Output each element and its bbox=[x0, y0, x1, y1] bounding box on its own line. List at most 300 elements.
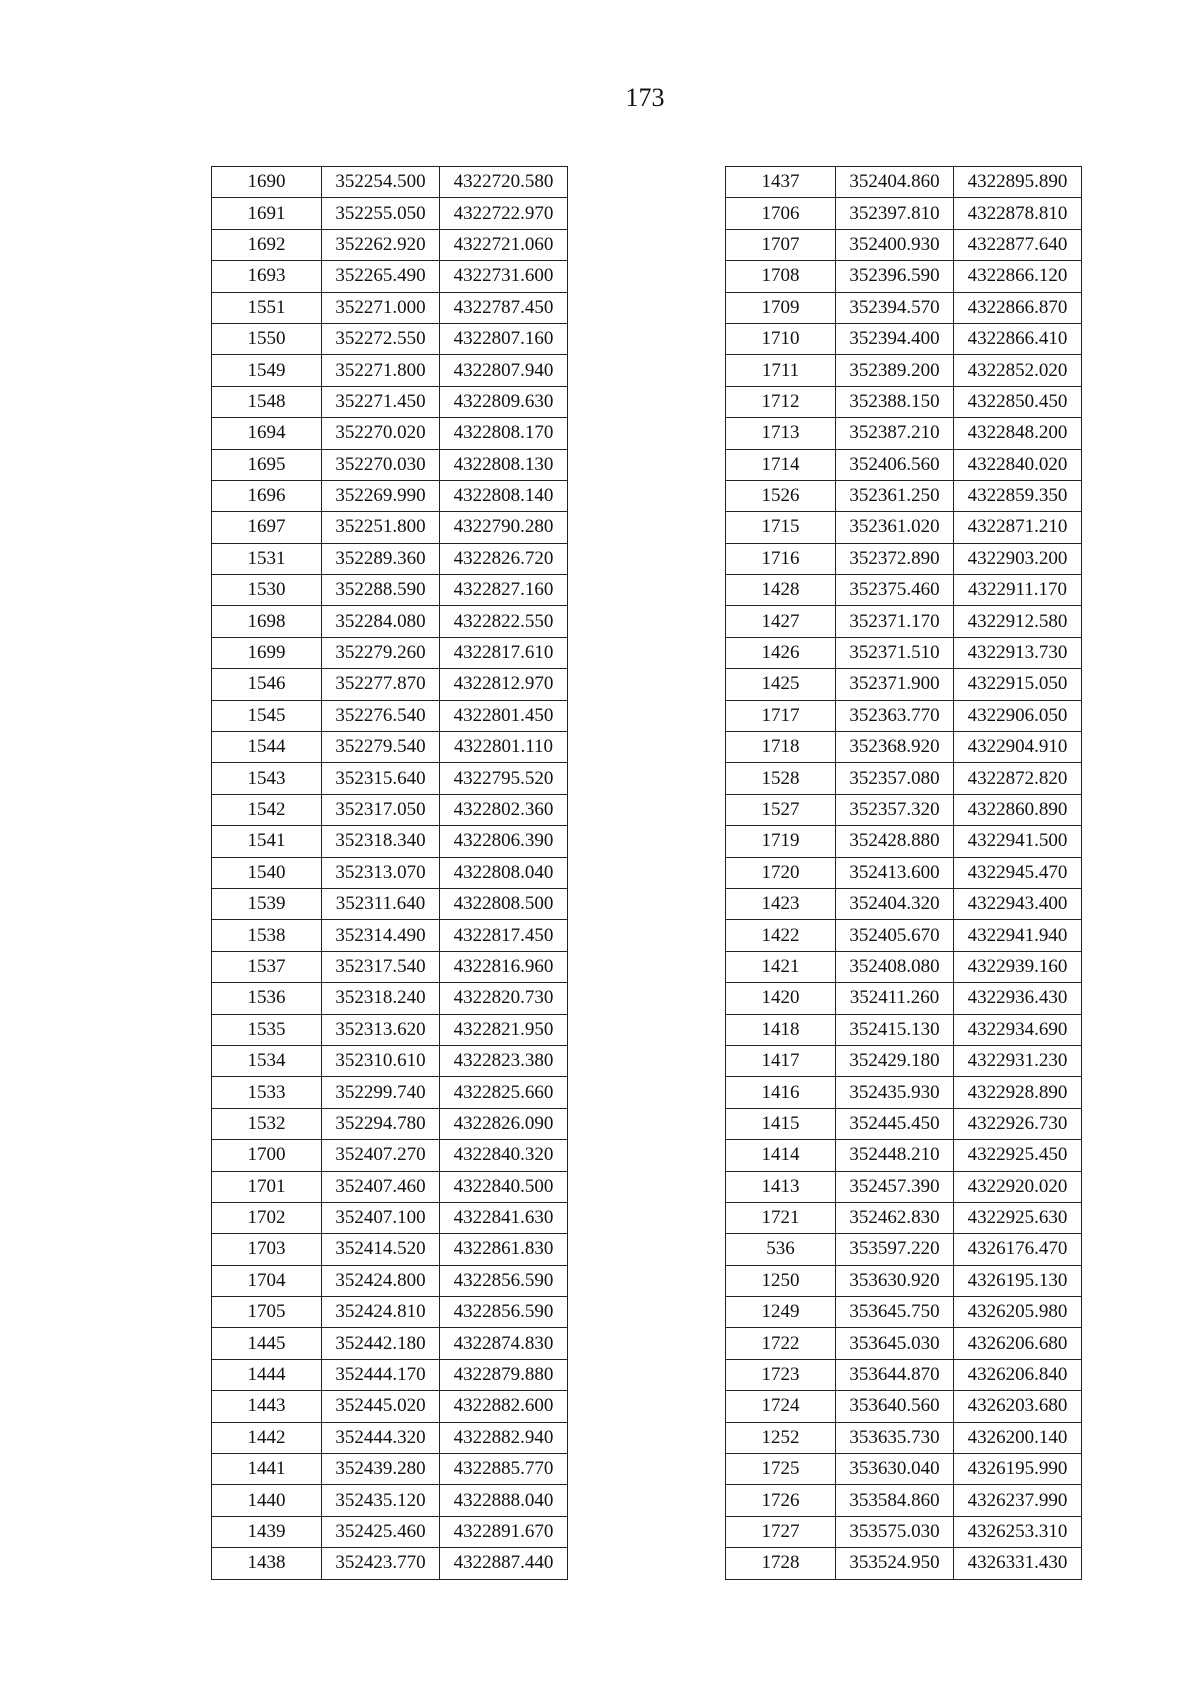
x-coordinate-cell: 352413.600 bbox=[836, 857, 954, 888]
x-coordinate-cell: 352396.590 bbox=[836, 261, 954, 292]
table-row bbox=[726, 1548, 1082, 1579]
point-id-cell: 1722 bbox=[726, 1328, 836, 1359]
x-coordinate-cell: 352423.770 bbox=[322, 1548, 440, 1579]
point-id-cell: 1427 bbox=[726, 606, 836, 637]
table-row bbox=[726, 355, 1082, 386]
x-coordinate-cell: 352411.260 bbox=[836, 983, 954, 1014]
y-coordinate-cell: 4322936.430 bbox=[954, 983, 1082, 1014]
table-row bbox=[212, 1391, 568, 1422]
table-row bbox=[212, 229, 568, 260]
x-coordinate-cell: 352262.920 bbox=[322, 229, 440, 260]
y-coordinate-cell: 4322787.450 bbox=[440, 292, 568, 323]
point-id-cell: 1542 bbox=[212, 794, 322, 825]
point-id-cell: 1421 bbox=[726, 951, 836, 982]
table-row bbox=[212, 1045, 568, 1076]
y-coordinate-cell: 4322943.400 bbox=[954, 888, 1082, 919]
y-coordinate-cell: 4322871.210 bbox=[954, 512, 1082, 543]
point-id-cell: 1717 bbox=[726, 700, 836, 731]
x-coordinate-cell: 352315.640 bbox=[322, 763, 440, 794]
point-id-cell: 1728 bbox=[726, 1548, 836, 1579]
y-coordinate-cell: 4322807.940 bbox=[440, 355, 568, 386]
table-row bbox=[212, 543, 568, 574]
x-coordinate-cell: 352311.640 bbox=[322, 888, 440, 919]
point-id-cell: 1526 bbox=[726, 480, 836, 511]
x-coordinate-cell: 352289.360 bbox=[322, 543, 440, 574]
x-coordinate-cell: 352284.080 bbox=[322, 606, 440, 637]
x-coordinate-cell: 352310.610 bbox=[322, 1045, 440, 1076]
x-coordinate-cell: 352357.320 bbox=[836, 794, 954, 825]
x-coordinate-cell: 353630.040 bbox=[836, 1454, 954, 1485]
y-coordinate-cell: 4322808.170 bbox=[440, 418, 568, 449]
table-row bbox=[212, 418, 568, 449]
y-coordinate-cell: 4322856.590 bbox=[440, 1297, 568, 1328]
y-coordinate-cell: 4322808.500 bbox=[440, 888, 568, 919]
point-id-cell: 1723 bbox=[726, 1359, 836, 1390]
table-row bbox=[212, 1548, 568, 1579]
table-row bbox=[212, 732, 568, 763]
x-coordinate-cell: 352445.450 bbox=[836, 1108, 954, 1139]
x-coordinate-cell: 352270.020 bbox=[322, 418, 440, 449]
table-row bbox=[212, 1077, 568, 1108]
point-id-cell: 1250 bbox=[726, 1265, 836, 1296]
table-row bbox=[212, 1140, 568, 1171]
x-coordinate-cell: 352435.930 bbox=[836, 1077, 954, 1108]
table-row bbox=[726, 983, 1082, 1014]
table-row bbox=[212, 167, 568, 198]
point-id-cell: 1709 bbox=[726, 292, 836, 323]
y-coordinate-cell: 4322852.020 bbox=[954, 355, 1082, 386]
table-row bbox=[726, 951, 1082, 982]
point-id-cell: 1694 bbox=[212, 418, 322, 449]
point-id-cell: 1541 bbox=[212, 826, 322, 857]
point-id-cell: 1697 bbox=[212, 512, 322, 543]
point-id-cell: 1420 bbox=[726, 983, 836, 1014]
y-coordinate-cell: 4322720.580 bbox=[440, 167, 568, 198]
x-coordinate-cell: 352265.490 bbox=[322, 261, 440, 292]
point-id-cell: 1699 bbox=[212, 637, 322, 668]
x-coordinate-cell: 352277.870 bbox=[322, 669, 440, 700]
x-coordinate-cell: 352372.890 bbox=[836, 543, 954, 574]
point-id-cell: 1539 bbox=[212, 888, 322, 919]
x-coordinate-cell: 353524.950 bbox=[836, 1548, 954, 1579]
y-coordinate-cell: 4322861.830 bbox=[440, 1234, 568, 1265]
table-row bbox=[726, 418, 1082, 449]
coordinate-table-right bbox=[725, 166, 1082, 1580]
table-row bbox=[726, 732, 1082, 763]
y-coordinate-cell: 4326206.680 bbox=[954, 1328, 1082, 1359]
y-coordinate-cell: 4322885.770 bbox=[440, 1454, 568, 1485]
point-id-cell: 1543 bbox=[212, 763, 322, 794]
y-coordinate-cell: 4322825.660 bbox=[440, 1077, 568, 1108]
y-coordinate-cell: 4322807.160 bbox=[440, 323, 568, 354]
point-id-cell: 1413 bbox=[726, 1171, 836, 1202]
y-coordinate-cell: 4322882.600 bbox=[440, 1391, 568, 1422]
x-coordinate-cell: 352389.200 bbox=[836, 355, 954, 386]
point-id-cell: 1727 bbox=[726, 1516, 836, 1547]
point-id-cell: 1415 bbox=[726, 1108, 836, 1139]
point-id-cell: 1426 bbox=[726, 637, 836, 668]
x-coordinate-cell: 352269.990 bbox=[322, 480, 440, 511]
y-coordinate-cell: 4322860.890 bbox=[954, 794, 1082, 825]
y-coordinate-cell: 4322931.230 bbox=[954, 1045, 1082, 1076]
point-id-cell: 1692 bbox=[212, 229, 322, 260]
y-coordinate-cell: 4322911.170 bbox=[954, 575, 1082, 606]
y-coordinate-cell: 4322912.580 bbox=[954, 606, 1082, 637]
y-coordinate-cell: 4322840.320 bbox=[440, 1140, 568, 1171]
x-coordinate-cell: 352404.320 bbox=[836, 888, 954, 919]
table-row bbox=[726, 1202, 1082, 1233]
y-coordinate-cell: 4322904.910 bbox=[954, 732, 1082, 763]
point-id-cell: 1698 bbox=[212, 606, 322, 637]
y-coordinate-cell: 4322823.380 bbox=[440, 1045, 568, 1076]
table-row bbox=[726, 1014, 1082, 1045]
y-coordinate-cell: 4326203.680 bbox=[954, 1391, 1082, 1422]
point-id-cell: 1706 bbox=[726, 198, 836, 229]
x-coordinate-cell: 352425.460 bbox=[322, 1516, 440, 1547]
table-row bbox=[212, 261, 568, 292]
point-id-cell: 1538 bbox=[212, 920, 322, 951]
y-coordinate-cell: 4322808.140 bbox=[440, 480, 568, 511]
y-coordinate-cell: 4326253.310 bbox=[954, 1516, 1082, 1547]
y-coordinate-cell: 4322874.830 bbox=[440, 1328, 568, 1359]
point-id-cell: 1710 bbox=[726, 323, 836, 354]
point-id-cell: 1438 bbox=[212, 1548, 322, 1579]
table-row bbox=[212, 1516, 568, 1547]
point-id-cell: 1428 bbox=[726, 575, 836, 606]
point-id-cell: 1252 bbox=[726, 1422, 836, 1453]
y-coordinate-cell: 4322941.940 bbox=[954, 920, 1082, 951]
y-coordinate-cell: 4322945.470 bbox=[954, 857, 1082, 888]
table-row bbox=[726, 512, 1082, 543]
point-id-cell: 1721 bbox=[726, 1202, 836, 1233]
y-coordinate-cell: 4322821.950 bbox=[440, 1014, 568, 1045]
y-coordinate-cell: 4326195.990 bbox=[954, 1454, 1082, 1485]
point-id-cell: 1533 bbox=[212, 1077, 322, 1108]
point-id-cell: 1703 bbox=[212, 1234, 322, 1265]
y-coordinate-cell: 4326200.140 bbox=[954, 1422, 1082, 1453]
x-coordinate-cell: 352313.620 bbox=[322, 1014, 440, 1045]
table-row bbox=[212, 1297, 568, 1328]
y-coordinate-cell: 4322795.520 bbox=[440, 763, 568, 794]
y-coordinate-cell: 4322822.550 bbox=[440, 606, 568, 637]
x-coordinate-cell: 352314.490 bbox=[322, 920, 440, 951]
table-row bbox=[212, 323, 568, 354]
y-coordinate-cell: 4322801.110 bbox=[440, 732, 568, 763]
y-coordinate-cell: 4322848.200 bbox=[954, 418, 1082, 449]
x-coordinate-cell: 352294.780 bbox=[322, 1108, 440, 1139]
x-coordinate-cell: 353597.220 bbox=[836, 1234, 954, 1265]
point-id-cell: 1418 bbox=[726, 1014, 836, 1045]
y-coordinate-cell: 4322722.970 bbox=[440, 198, 568, 229]
x-coordinate-cell: 352408.080 bbox=[836, 951, 954, 982]
x-coordinate-cell: 352271.800 bbox=[322, 355, 440, 386]
x-coordinate-cell: 352400.930 bbox=[836, 229, 954, 260]
point-id-cell: 1440 bbox=[212, 1485, 322, 1516]
table-row bbox=[726, 198, 1082, 229]
y-coordinate-cell: 4326205.980 bbox=[954, 1297, 1082, 1328]
x-coordinate-cell: 352299.740 bbox=[322, 1077, 440, 1108]
y-coordinate-cell: 4322891.670 bbox=[440, 1516, 568, 1547]
point-id-cell: 1726 bbox=[726, 1485, 836, 1516]
point-id-cell: 1534 bbox=[212, 1045, 322, 1076]
y-coordinate-cell: 4322913.730 bbox=[954, 637, 1082, 668]
x-coordinate-cell: 352387.210 bbox=[836, 418, 954, 449]
y-coordinate-cell: 4322790.280 bbox=[440, 512, 568, 543]
x-coordinate-cell: 353640.560 bbox=[836, 1391, 954, 1422]
table-row bbox=[212, 637, 568, 668]
point-id-cell: 1444 bbox=[212, 1359, 322, 1390]
y-coordinate-cell: 4322801.450 bbox=[440, 700, 568, 731]
table-row bbox=[726, 669, 1082, 700]
table-row bbox=[726, 857, 1082, 888]
table-row bbox=[726, 920, 1082, 951]
y-coordinate-cell: 4322866.120 bbox=[954, 261, 1082, 292]
table-row bbox=[726, 1265, 1082, 1296]
x-coordinate-cell: 352415.130 bbox=[836, 1014, 954, 1045]
x-coordinate-cell: 352279.540 bbox=[322, 732, 440, 763]
x-coordinate-cell: 352317.050 bbox=[322, 794, 440, 825]
x-coordinate-cell: 352445.020 bbox=[322, 1391, 440, 1422]
y-coordinate-cell: 4322934.690 bbox=[954, 1014, 1082, 1045]
point-id-cell: 1691 bbox=[212, 198, 322, 229]
table-row bbox=[212, 888, 568, 919]
y-coordinate-cell: 4322816.960 bbox=[440, 951, 568, 982]
point-id-cell: 1720 bbox=[726, 857, 836, 888]
table-row bbox=[212, 449, 568, 480]
y-coordinate-cell: 4322840.020 bbox=[954, 449, 1082, 480]
coordinate-table-left-body bbox=[212, 167, 568, 1580]
table-row bbox=[726, 1297, 1082, 1328]
table-row bbox=[726, 888, 1082, 919]
point-id-cell: 1544 bbox=[212, 732, 322, 763]
table-row bbox=[212, 1328, 568, 1359]
y-coordinate-cell: 4322841.630 bbox=[440, 1202, 568, 1233]
point-id-cell: 1716 bbox=[726, 543, 836, 574]
point-id-cell: 1711 bbox=[726, 355, 836, 386]
x-coordinate-cell: 352276.540 bbox=[322, 700, 440, 731]
x-coordinate-cell: 352404.860 bbox=[836, 167, 954, 198]
x-coordinate-cell: 353630.920 bbox=[836, 1265, 954, 1296]
table-row bbox=[212, 1108, 568, 1139]
y-coordinate-cell: 4322888.040 bbox=[440, 1485, 568, 1516]
point-id-cell: 1422 bbox=[726, 920, 836, 951]
table-row bbox=[726, 292, 1082, 323]
point-id-cell: 1425 bbox=[726, 669, 836, 700]
table-row bbox=[212, 198, 568, 229]
table-row bbox=[212, 1234, 568, 1265]
point-id-cell: 1441 bbox=[212, 1454, 322, 1485]
table-row bbox=[726, 606, 1082, 637]
point-id-cell: 1417 bbox=[726, 1045, 836, 1076]
table-row bbox=[726, 1485, 1082, 1516]
table-row bbox=[212, 1422, 568, 1453]
table-row bbox=[212, 951, 568, 982]
table-row bbox=[212, 480, 568, 511]
y-coordinate-cell: 4322809.630 bbox=[440, 386, 568, 417]
point-id-cell: 1416 bbox=[726, 1077, 836, 1108]
x-coordinate-cell: 352407.270 bbox=[322, 1140, 440, 1171]
point-id-cell: 1545 bbox=[212, 700, 322, 731]
y-coordinate-cell: 4322925.450 bbox=[954, 1140, 1082, 1171]
x-coordinate-cell: 352368.920 bbox=[836, 732, 954, 763]
point-id-cell: 1536 bbox=[212, 983, 322, 1014]
table-row bbox=[726, 1516, 1082, 1547]
table-row bbox=[726, 167, 1082, 198]
point-id-cell: 1550 bbox=[212, 323, 322, 354]
point-id-cell: 1445 bbox=[212, 1328, 322, 1359]
x-coordinate-cell: 352318.340 bbox=[322, 826, 440, 857]
x-coordinate-cell: 352442.180 bbox=[322, 1328, 440, 1359]
y-coordinate-cell: 4322906.050 bbox=[954, 700, 1082, 731]
point-id-cell: 1532 bbox=[212, 1108, 322, 1139]
y-coordinate-cell: 4322941.500 bbox=[954, 826, 1082, 857]
y-coordinate-cell: 4322866.870 bbox=[954, 292, 1082, 323]
table-row bbox=[212, 1454, 568, 1485]
table-row bbox=[212, 1265, 568, 1296]
x-coordinate-cell: 352424.810 bbox=[322, 1297, 440, 1328]
point-id-cell: 1707 bbox=[726, 229, 836, 260]
table-row bbox=[726, 1077, 1082, 1108]
table-row bbox=[212, 826, 568, 857]
point-id-cell: 1704 bbox=[212, 1265, 322, 1296]
y-coordinate-cell: 4322817.450 bbox=[440, 920, 568, 951]
table-row bbox=[726, 637, 1082, 668]
table-row bbox=[726, 1045, 1082, 1076]
y-coordinate-cell: 4322926.730 bbox=[954, 1108, 1082, 1139]
x-coordinate-cell: 352448.210 bbox=[836, 1140, 954, 1171]
x-coordinate-cell: 352435.120 bbox=[322, 1485, 440, 1516]
y-coordinate-cell: 4322928.890 bbox=[954, 1077, 1082, 1108]
y-coordinate-cell: 4322808.040 bbox=[440, 857, 568, 888]
point-id-cell: 1713 bbox=[726, 418, 836, 449]
x-coordinate-cell: 352371.510 bbox=[836, 637, 954, 668]
x-coordinate-cell: 352271.450 bbox=[322, 386, 440, 417]
y-coordinate-cell: 4322826.090 bbox=[440, 1108, 568, 1139]
table-row bbox=[726, 1454, 1082, 1485]
point-id-cell: 1725 bbox=[726, 1454, 836, 1485]
x-coordinate-cell: 352363.770 bbox=[836, 700, 954, 731]
table-row bbox=[212, 512, 568, 543]
page-number: 173 bbox=[625, 83, 665, 112]
point-id-cell: 1714 bbox=[726, 449, 836, 480]
y-coordinate-cell: 4326176.470 bbox=[954, 1234, 1082, 1265]
x-coordinate-cell: 352462.830 bbox=[836, 1202, 954, 1233]
y-coordinate-cell: 4322915.050 bbox=[954, 669, 1082, 700]
point-id-cell: 1690 bbox=[212, 167, 322, 198]
y-coordinate-cell: 4322877.640 bbox=[954, 229, 1082, 260]
y-coordinate-cell: 4322925.630 bbox=[954, 1202, 1082, 1233]
y-coordinate-cell: 4326331.430 bbox=[954, 1548, 1082, 1579]
x-coordinate-cell: 352407.460 bbox=[322, 1171, 440, 1202]
x-coordinate-cell: 352361.020 bbox=[836, 512, 954, 543]
table-row bbox=[212, 606, 568, 637]
point-id-cell: 1718 bbox=[726, 732, 836, 763]
x-coordinate-cell: 352439.280 bbox=[322, 1454, 440, 1485]
table-row bbox=[212, 763, 568, 794]
y-coordinate-cell: 4322802.360 bbox=[440, 794, 568, 825]
table-row bbox=[212, 292, 568, 323]
table-row bbox=[726, 261, 1082, 292]
x-coordinate-cell: 353645.030 bbox=[836, 1328, 954, 1359]
x-coordinate-cell: 352394.400 bbox=[836, 323, 954, 354]
x-coordinate-cell: 352271.000 bbox=[322, 292, 440, 323]
point-id-cell: 1708 bbox=[726, 261, 836, 292]
x-coordinate-cell: 352317.540 bbox=[322, 951, 440, 982]
point-id-cell: 1540 bbox=[212, 857, 322, 888]
x-coordinate-cell: 352405.670 bbox=[836, 920, 954, 951]
point-id-cell: 1693 bbox=[212, 261, 322, 292]
y-coordinate-cell: 4322721.060 bbox=[440, 229, 568, 260]
y-coordinate-cell: 4322827.160 bbox=[440, 575, 568, 606]
x-coordinate-cell: 352414.520 bbox=[322, 1234, 440, 1265]
y-coordinate-cell: 4322939.160 bbox=[954, 951, 1082, 982]
y-coordinate-cell: 4322806.390 bbox=[440, 826, 568, 857]
point-id-cell: 1551 bbox=[212, 292, 322, 323]
x-coordinate-cell: 352254.500 bbox=[322, 167, 440, 198]
x-coordinate-cell: 352397.810 bbox=[836, 198, 954, 229]
y-coordinate-cell: 4322820.730 bbox=[440, 983, 568, 1014]
y-coordinate-cell: 4322866.410 bbox=[954, 323, 1082, 354]
x-coordinate-cell: 352318.240 bbox=[322, 983, 440, 1014]
y-coordinate-cell: 4322879.880 bbox=[440, 1359, 568, 1390]
point-id-cell: 1249 bbox=[726, 1297, 836, 1328]
x-coordinate-cell: 352371.170 bbox=[836, 606, 954, 637]
point-id-cell: 1700 bbox=[212, 1140, 322, 1171]
point-id-cell: 1437 bbox=[726, 167, 836, 198]
x-coordinate-cell: 352406.560 bbox=[836, 449, 954, 480]
point-id-cell: 1546 bbox=[212, 669, 322, 700]
table-row bbox=[726, 386, 1082, 417]
x-coordinate-cell: 352444.170 bbox=[322, 1359, 440, 1390]
x-coordinate-cell: 352255.050 bbox=[322, 198, 440, 229]
coordinate-table-right-body bbox=[726, 167, 1082, 1580]
y-coordinate-cell: 4322826.720 bbox=[440, 543, 568, 574]
point-id-cell: 1442 bbox=[212, 1422, 322, 1453]
point-id-cell: 1724 bbox=[726, 1391, 836, 1422]
point-id-cell: 1702 bbox=[212, 1202, 322, 1233]
x-coordinate-cell: 352279.260 bbox=[322, 637, 440, 668]
table-row bbox=[726, 575, 1082, 606]
x-coordinate-cell: 353644.870 bbox=[836, 1359, 954, 1390]
table-row bbox=[212, 920, 568, 951]
y-coordinate-cell: 4322731.600 bbox=[440, 261, 568, 292]
point-id-cell: 1705 bbox=[212, 1297, 322, 1328]
x-coordinate-cell: 352388.150 bbox=[836, 386, 954, 417]
table-row bbox=[212, 669, 568, 700]
x-coordinate-cell: 352251.800 bbox=[322, 512, 440, 543]
x-coordinate-cell: 352424.800 bbox=[322, 1265, 440, 1296]
table-row bbox=[726, 543, 1082, 574]
y-coordinate-cell: 4322882.940 bbox=[440, 1422, 568, 1453]
point-id-cell: 1531 bbox=[212, 543, 322, 574]
table-row bbox=[212, 983, 568, 1014]
table-row bbox=[212, 386, 568, 417]
x-coordinate-cell: 352428.880 bbox=[836, 826, 954, 857]
point-id-cell: 1530 bbox=[212, 575, 322, 606]
x-coordinate-cell: 352288.590 bbox=[322, 575, 440, 606]
y-coordinate-cell: 4322817.610 bbox=[440, 637, 568, 668]
x-coordinate-cell: 352371.900 bbox=[836, 669, 954, 700]
table-row bbox=[212, 355, 568, 386]
y-coordinate-cell: 4322903.200 bbox=[954, 543, 1082, 574]
x-coordinate-cell: 352361.250 bbox=[836, 480, 954, 511]
point-id-cell: 536 bbox=[726, 1234, 836, 1265]
x-coordinate-cell: 352394.570 bbox=[836, 292, 954, 323]
table-row bbox=[212, 857, 568, 888]
table-row bbox=[726, 1108, 1082, 1139]
point-id-cell: 1537 bbox=[212, 951, 322, 982]
point-id-cell: 1696 bbox=[212, 480, 322, 511]
